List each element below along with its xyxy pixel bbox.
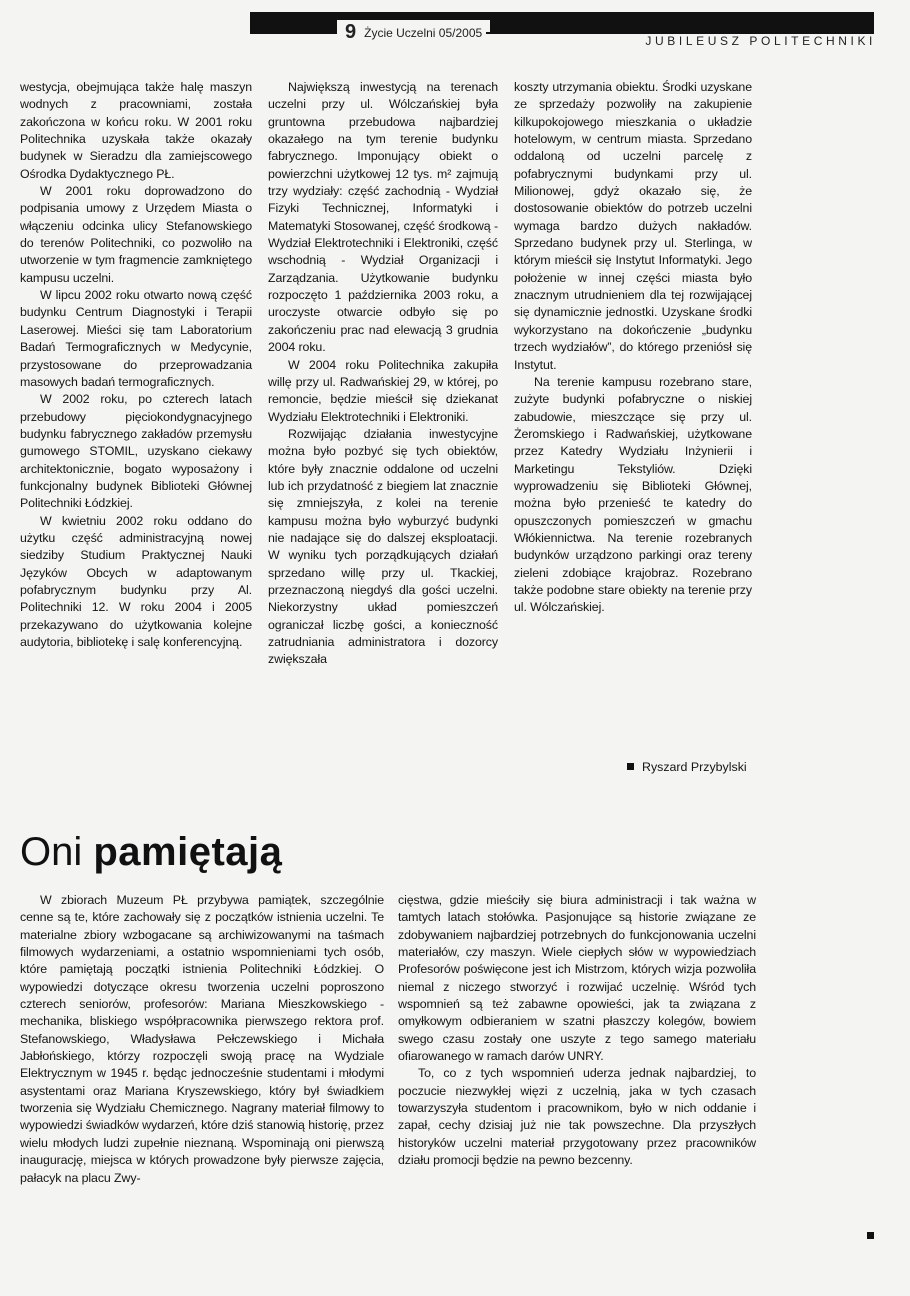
section-label: JUBILEUSZ POLITECHNIKI — [645, 34, 876, 48]
paragraph: W zbiorach Muzeum PŁ przybywa pamiątek, szczególnie cenne są te, które zachowały się z początków istnienia uczelni. Te materialne zbiory wzbogacane są archiwizowanymi na taśmach filmowych wydarzeniami, a ostatnio wspomnieniami tych osób, które pamiętają początki istnienia Politechniki Łódzkiej. O wypowiedzi dotyczące okresu tworzenia uczelni poproszono czterech seniorów, profesorów: Mariana Mieszkowskiego - mechanika, bliskiego współpracownika pierwszego rektora prof. Stefanowskiego, Władysława Pełczewskiego i Michała Jabłońskiego, którzy rozpoczęli swoją pracę na Wydziale Elektrycznym w 1945 r. będąc jednocześnie studentami i młodymi asystentami oraz Mariana Kryszewskiego, który był świadkiem tworzenia się Wydziału Chemicznego. Nagrany materiał filmowy to wypowiedzi świadków wydarzeń, które dziś stanowią historię, przez wielu młodych ludzi zupełnie nieznaną. Wspominają oni pierwszą inaugurację, miejsca w których prowadzone były pierwsze zajęcia, pałacyk na placu Zwy- — [20, 893, 384, 1185]
article1-column-2 — [268, 79, 498, 669]
paragraph: Największą inwestycją na terenach uczelni przy ul. Wólczańskiej była gruntowna przebudowa najbardziej okazałego na tym terenie budynku fabrycznego. Imponujący obiekt o powierzchni użytkowej 12 tys. m² zajmują trzy wydziały: część zachodnią - Wydział Fizyki Technicznej, Informatyki i Matematyki Stosowanej, część środkową - Wydział Elektrotechniki i Elektroniki, część wschodnią - Wydział Organizacji i Zarządzania. Użytkowanie budynku rozpoczęto 1 października 2003 roku, a uroczyste otwarcie odbyło się po zakończeniu prac nad elewacją 3 grudnia 2004 roku. — [268, 80, 498, 355]
magazine-title: Życie Uczelni 05/2005 — [364, 26, 483, 40]
paragraph: W 2004 roku Politechnika zakupiła willę przy ul. Radwańskiej 29, w której, po remoncie, będzie mieścił się dziekanat Wydziału Elektrotechniki i Elektroniki. — [268, 357, 498, 424]
paragraph: W 2002 roku, po czterech latach przebudowy pięciokondygnacyjnego budynku fabrycznego zakładów przemysłu gumowego STOMIL, uzyskano ciekawy architektonicznie, bogato wyposażony i funkcjonalny budynek Biblioteki Głównej Politechniki Łódzkiej. — [20, 392, 252, 511]
bullet-square-icon — [627, 763, 634, 770]
headline-bold: pamiętają — [93, 830, 283, 874]
article1-column-1 — [20, 79, 252, 651]
paragraph: Na terenie kampusu rozebrano stare, zużyte budynki pofabryczne o niskiej zabudowie, mieszczące się przy ul. Żeromskiego i Radwańskiej, użytkowane przez Katedry Wydziału Inżynierii i Marketingu Tekstyliów. Dzięki wyprowadzeniu się Biblioteki Głównej, można było przenieść te katedry do opuszczonych pomieszczeń w gmachu Włókiennictwa. Na terenie rozebranych budynków urządzono parkingi oraz tereny zieleni zdobiące krajobraz. Rozebrano także podobne stare obiekty na terenie przy ul. Wólczańskiej. — [514, 374, 752, 615]
author-signature — [627, 760, 747, 774]
page-number: 9 — [345, 21, 357, 43]
paragraph: W lipcu 2002 roku otwarto nową część budynku Centrum Diagnostyki i Terapii Laserowej. Mieści się tam Laboratorium Badań Termograficznych w Medycynie, przystosowane do przeprowadzania masowych badań termograficznych. — [20, 288, 252, 389]
paragraph: Rozwijając działania inwestycyjne można było pozbyć się tych obiektów, które były znacznie oddalone od uczelni lub ich przydatność z biegiem lat znacznie się zmniejszyła, z kolei na terenie kampusu można było wyburzyć budynki nie nadające się do dalszej eksploatacji. W wyniku tych porządkujących działań sprzedano willę przy ul. Tkackiej, przeznaczoną niegdyś dla gości uczelni. Niekorzystny układ pomieszczeń ograniczał liczbę gości, a konieczność zatrudniania administratora i dozorcy zwiększała — [268, 426, 498, 667]
paragraph: westycja, obejmująca także halę maszyn wodnych z pracowniami, została zakończona w końcu roku. W 2001 roku Politechnika uzyskała także okazały budynek w Sieradzu dla zamiejscowego Ośrodka Dydaktycznego PŁ. — [20, 80, 252, 181]
paragraph: To, co z tych wspomnień uderza jednak najbardziej, to poczucie niezwykłej więzi z uczelnią, jaka w tych czasach towarzyszyła studentom i pracownikom, było w nich oddanie i zapał, cechy dzisiaj już nie tak powszechne. Dla przyszłych historyków uczelni materiał przygotowany przez pracowników działu promocji będzie na pewno bezcenny. — [398, 1066, 756, 1168]
article2-column-1 — [20, 892, 384, 1187]
article2-column-2 — [398, 892, 756, 1170]
paragraph: W kwietniu 2002 roku oddano do użytku część administracyjną nowej siedziby Studium Praktycznej Nauki Języków Obcych w adaptowanym pofabrycznym budynku przy Al. Politechniki 12. W roku 2004 i 2005 przekazywano do użytkowania kolejne audytoria, bibliotekę i salę konferencyjną. — [20, 513, 252, 649]
paragraph: W 2001 roku doprowadzono do podpisania umowy z Urzędem Miasta o włączeniu odcinka ulicy Stefanowskiego do terenów Politechniki, co pozwoliło na utworzenie w tym fragmencie zamkniętego kampusu uczelni. — [20, 184, 252, 285]
article1-column-3 — [514, 79, 752, 617]
paragraph: cięstwa, gdzie mieściły się biura administracji i tak ważna w tamtych latach stołówka. Pasjonujące są historie związane ze zdobywaniem najbardziej potrzebnych do funkcjonowania uczelni materiałów, czy maszyn. Wiele ciepłych słów w wypowiedziach Profesorów poświęcone jest ich Mistrzom, których wizja pozwoliła niemal z niczego stworzyć i rozwijać uczelnię. Wśród tych wspomnień są też zabawne opowieści, jak ta związana z omyłkowym odbieraniem w szatni płaszczy kolegów, bowiem swego czasu zostały one uszyte z tego samego materiału ofiarowanego w ramach darów UNRY. — [398, 893, 756, 1064]
article2-headline — [20, 828, 282, 876]
author-name: Ryszard Przybylski — [642, 760, 747, 774]
header-tab — [337, 20, 490, 43]
end-of-article-square-icon — [867, 1232, 874, 1239]
paragraph: koszty utrzymania obiektu. Środki uzyskane ze sprzedaży pozwoliły na zakupienie kilkupokojowego mieszkania o układzie hotelowym, w centrum miasta. Sprzedano oddaloną od uczelni parcelę z pofabrycznymi budynkami przy ul. Milionowej, gdyż okazało się, że dostosowanie obiektów do potrzeb uczelni wymaga bardzo dużych nakładów. Sprzedano budynek przy ul. Sterlinga, w którym mieścił się Instytut Informatyki. Jego położenie w innej części miasta było znacznym utrudnieniem dla tej rozwijającej się dynamicznie jednostki. Uzyskane środki wykorzystano na dokończenie „budynku trzech wydziałów”, do którego przeniósł się Instytut. — [514, 80, 752, 372]
headline-light: Oni — [20, 830, 83, 874]
